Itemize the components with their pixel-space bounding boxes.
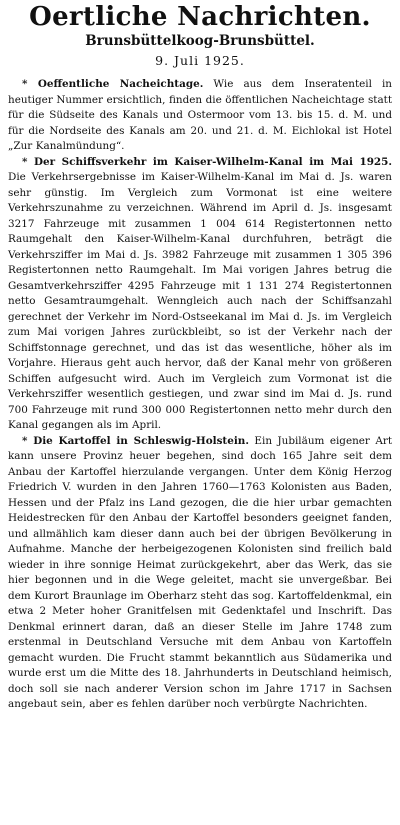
article-body: Ein Jubiläum eigener Art kann unsere Provinz heuer begehen, sind doch 165 Jahre seit dem Anbau der Kartoffel hierzulande vergangen. Unter dem König Herzog Friedrich V. wurden in den Jahren 1760—1763 Kolonisten aus Baden, Hessen und der Pfalz ins Land gezogen, die die hier urbar gemachten Heidestrecken für den Anbau der Kartoffel besonders geeignet fanden, und allmählich kam dieser dann auch bei der übrigen Bevölkerung in Aufnahme. Manche der herbeigezogenen Kolonisten sind freilich bald wieder in ihre sonnige Heimat zurückgekehrt, aber das Werk, das sie hier begonnen und in die Wege geleitet, macht sie unvergeßbar. Bei dem Kurort Braunlage im Oberharz steht das sog. Kartoffeldenkmal, ein etwa 2 Meter hoher Granitfelsen mit Gedenktafel und Inschrift. Das Denkmal erinnert daran, daß an dieser Stelle im Jahre 1748 zum erstenmal in Deutschland Versuche mit dem Anbau von Kartoffeln gemacht wurden. Die Frucht stammt bekanntlich aus Südamerika und wurde erst um die Mitte des 18. Jahrhunderts in Deutschland heimisch, doch soll sie nach anderer Version schon im Jahre 1717 in Sachsen angebaut sein, aber es fehlen darüber noch verbürgte Nachrichten.: [8, 434, 392, 710]
article-schiffsverkehr: [8, 155, 392, 434]
article-heading: * Der Schiffsverkehr im Kaiser-Wilhelm-Kanal im Mai 1925.: [22, 155, 392, 168]
article-heading: * Oeffentliche Nacheichtage.: [22, 78, 204, 90]
article-body: Wie aus dem Inseratenteil in heutiger Nummer ersichtlich, finden die öffentlichen Nacheichtage statt für die Südseite des Kanals und Ostermoor vom 13. bis 15. d. M. und für die Nordseite des Kanals am 20. und 21. d. M. Eichlokal ist Hotel „Zur Kanalmündung“.: [8, 78, 392, 152]
article-kartoffel: [8, 434, 392, 713]
article-heading: * Die Kartoffel in Schleswig-Holstein.: [22, 434, 249, 447]
dateline: 9. Juli 1925.: [155, 53, 245, 68]
article-nacheichtage: [8, 77, 392, 155]
local-subheading: Brunsbüttelkoog-Brunsbüttel.: [85, 33, 315, 49]
masthead-title: Oertliche Nachrichten.: [29, 2, 371, 32]
article-body: Die Verkehrsergebnisse im Kaiser-Wilhelm-Kanal im Mai d. Js. waren sehr günstig. Im Vergleich zum Vormonat ist eine weitere Verkehrszunahme zu verzeichnen. Während im April d. Js. insgesamt 3217 Fahrzeuge mit zusammen 1 004 614 Registertonnen netto Raumgehalt den Kaiser-Wilhelm-Kanal durchfuhren, beträgt die Verkehrsziffer im Mai d. Js. 3982 Fahrzeuge mit zusammen 1 305 396 Registertonnen netto Raumgehalt. Im Mai vorigen Jahres betrug die Gesamtverkehrsziffer 4295 Fahrzeuge mit 1 131 274 Registertonnen netto Gesamtraumgehalt. Wenngleich auch nach der Schiffsanzahl gerechnet der Verkehr im Nord-Ostseekanal im Mai d. Js. im Vergleich zum Mai vorigen Jahres zurückbleibt, so ist der Verkehr nach der Schiffstonnage gerechnet, und das ist das wesentliche, höher als im Vorjahre. Hieraus geht auch hervor, daß der Kanal mehr von größeren Schiffen aufgesucht wird. Auch im Vergleich zum Vormonat ist die Verkehrsziffer wesentlich gestiegen, und zwar sind im Mai d. Js. rund 700 Fahrzeuge mit rund 300 000 Registertonnen netto mehr durch den Kanal gegangen als im April.: [8, 171, 392, 431]
